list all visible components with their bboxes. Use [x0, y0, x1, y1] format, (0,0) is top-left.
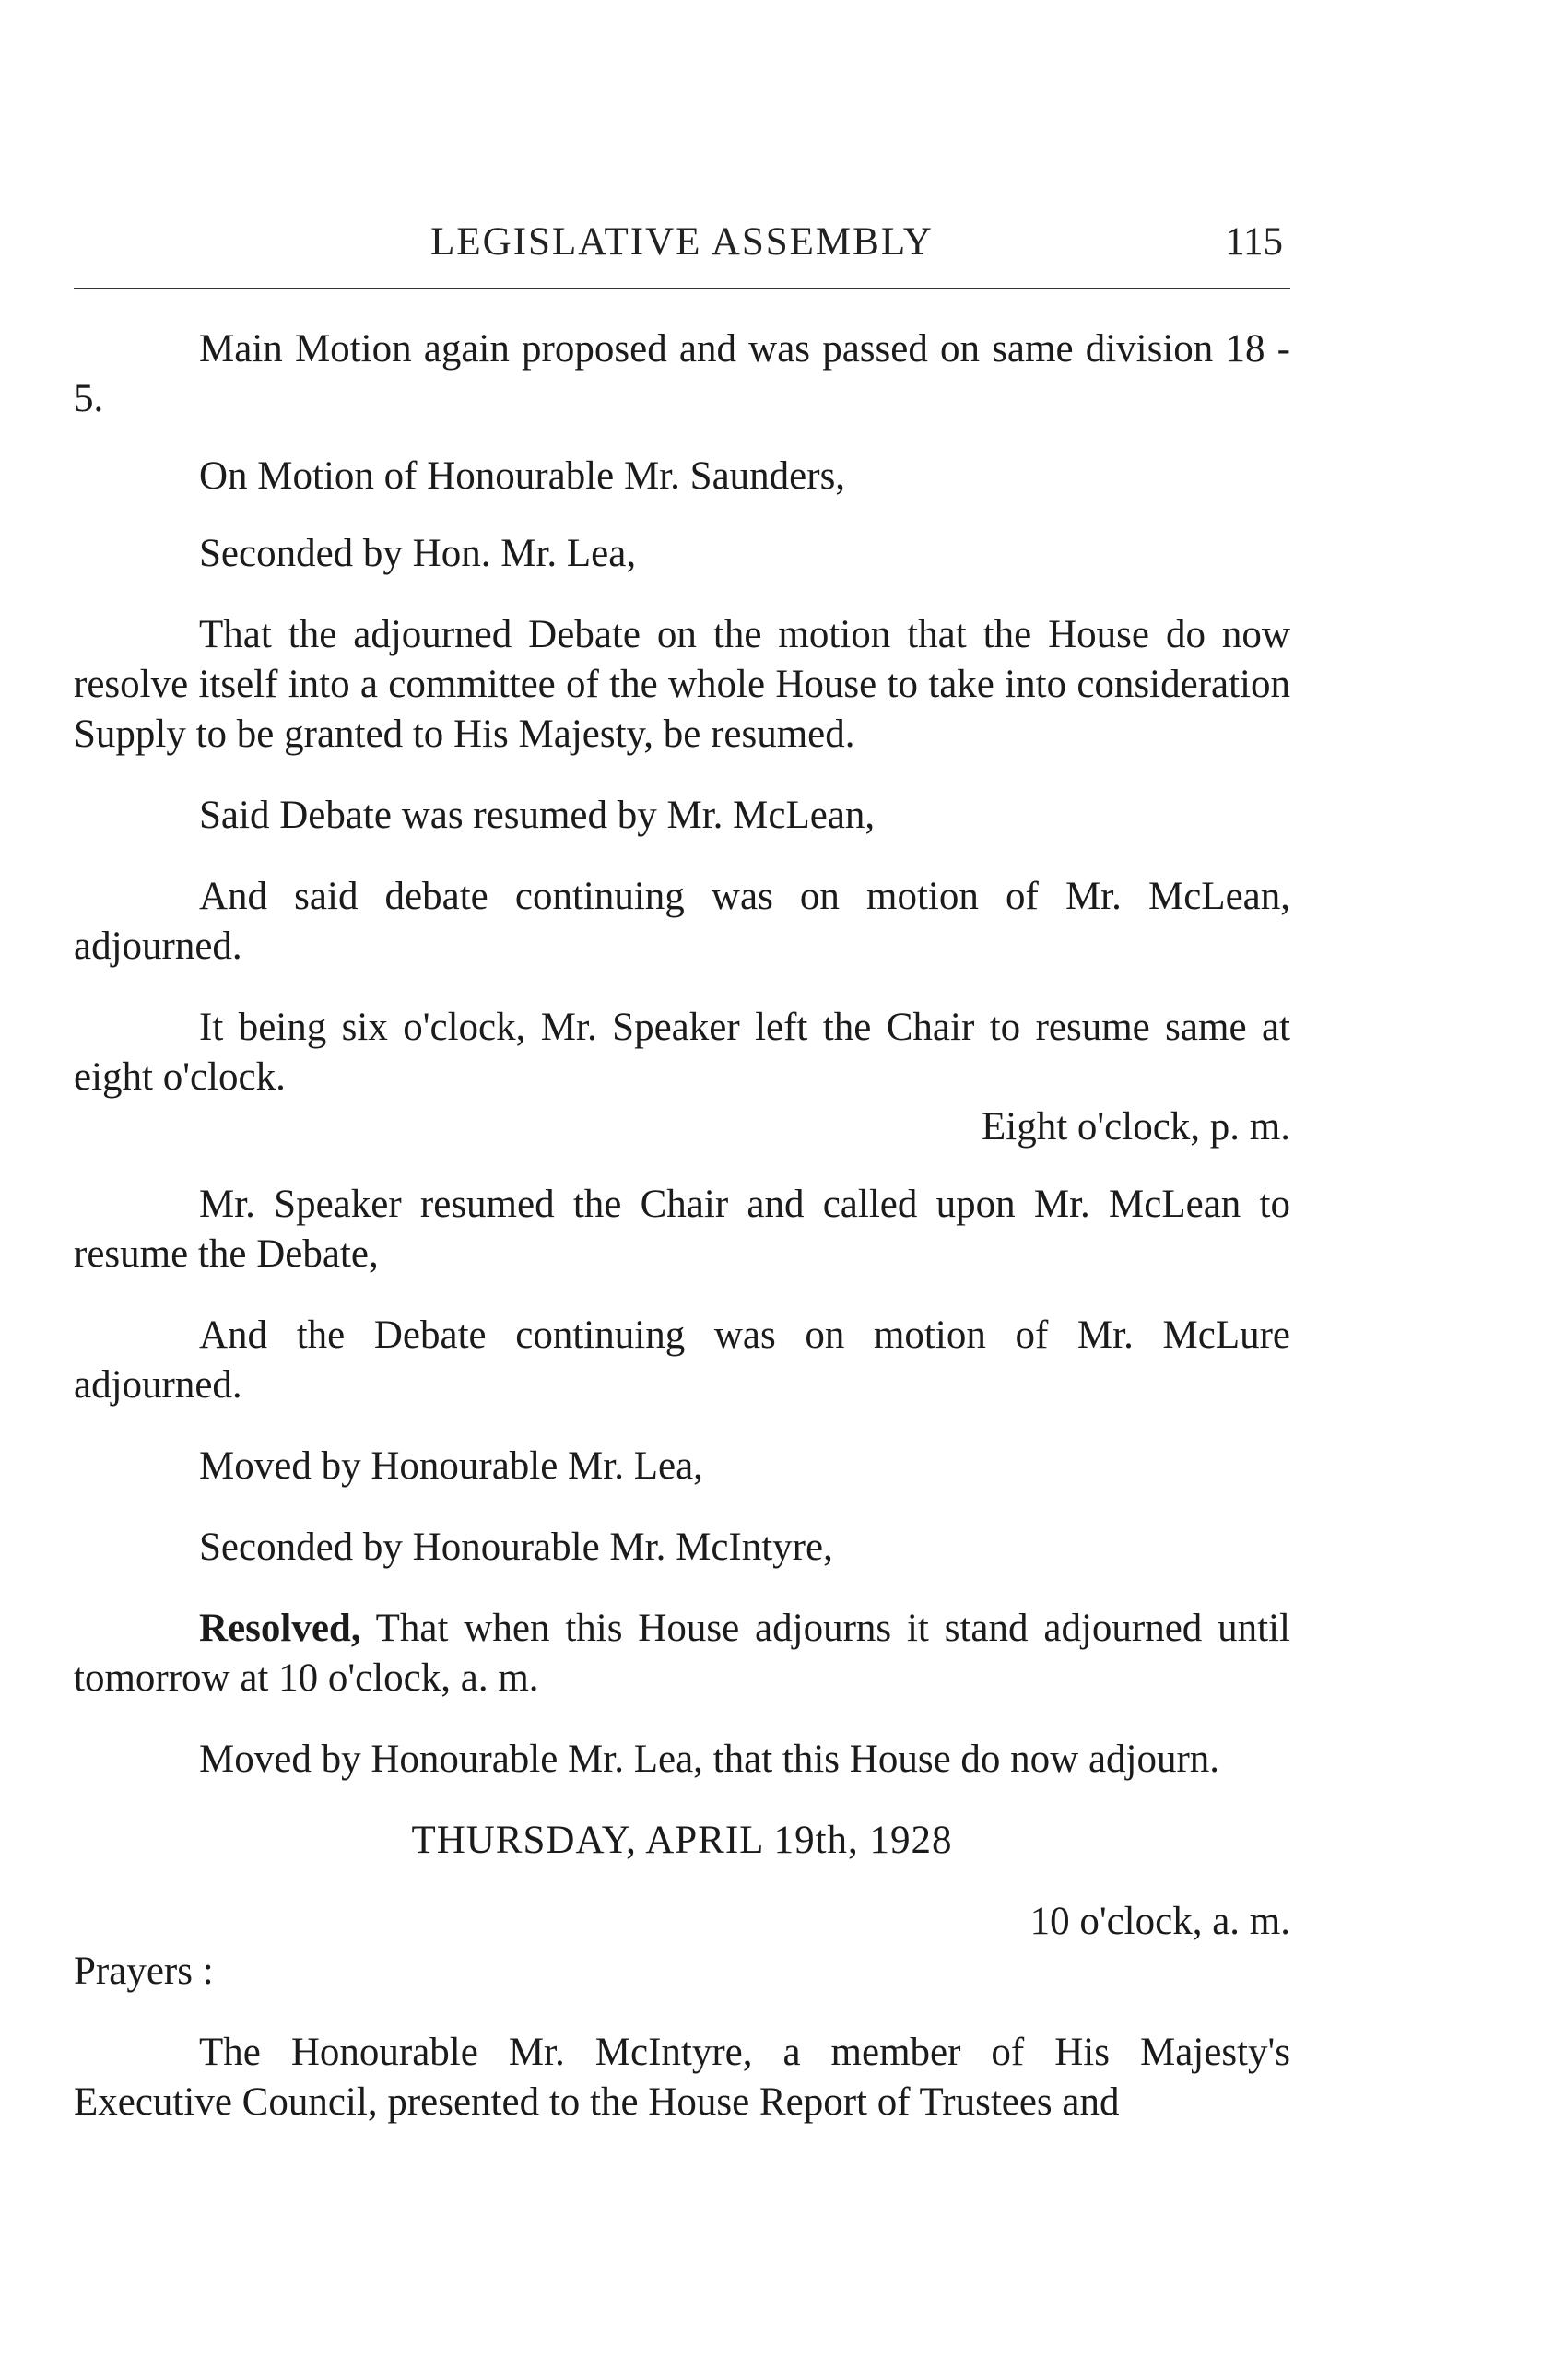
- paragraph-speaker-resumed: Mr. Speaker resumed the Chair and called upon Mr. McLean to resume the Debate,: [74, 1183, 1290, 1276]
- paragraph-prayers: Prayers :: [74, 1950, 214, 1993]
- paragraph-moved-adjourn: Moved by Honourable Mr. Lea, that this House do now adjourn.: [199, 1738, 1220, 1781]
- paragraph-seconder: Seconded by Hon. Mr. Lea,: [199, 532, 637, 575]
- time-ten-oclock: 10 o'clock, a. m.: [1029, 1900, 1290, 1943]
- paragraph-seconded-by: Seconded by Honourable Mr. McIntyre,: [199, 1526, 833, 1569]
- running-head: LEGISLATIVE ASSEMBLY: [430, 220, 934, 264]
- paragraph-six-oclock: It being six o'clock, Mr. Speaker left the Chair to resume same at eight o'clock.: [74, 1006, 1290, 1099]
- paragraph-moved-by: Moved by Honourable Mr. Lea,: [199, 1444, 703, 1488]
- header-rule: [74, 288, 1290, 289]
- body-text: [74, 324, 1290, 2127]
- paragraph-main-motion: Main Motion again proposed and was passed on same division 18 - 5.: [74, 327, 1290, 420]
- time-eight-oclock: Eight o'clock, p. m.: [982, 1105, 1290, 1149]
- paragraph-adjourned-debate: That the adjourned Debate on the motion that the House do now resolve itself into a committee of the whole House to take into consideration Supply to be granted to His Majesty, be resumed.: [74, 613, 1290, 756]
- paragraph-report-presented: The Honourable Mr. McIntyre, a member of His Majesty's Executive Council, presented to the House Report of Trustees and: [74, 2031, 1290, 2124]
- paragraph-debate-adjourned: And said debate continuing was on motion of Mr. McLean, adjourned.: [74, 875, 1290, 968]
- paragraph-resolved: [74, 1604, 1290, 1703]
- paragraph-debate-resumed: Said Debate was resumed by Mr. McLean,: [199, 794, 876, 837]
- paragraph-motion-mover: On Motion of Honourable Mr. Saunders,: [199, 454, 846, 498]
- date-heading: THURSDAY, APRIL 19th, 1928: [411, 1819, 953, 1862]
- page-number: 115: [1225, 220, 1283, 264]
- page-header: [74, 219, 1290, 275]
- resolved-label: Resolved,: [199, 1607, 361, 1650]
- resolved-text: That when this House adjourns it stand adjourned until tomorrow at 10 o'clock, a. m.: [74, 1607, 1290, 1700]
- paragraph-debate-continuing: And the Debate continuing was on motion of Mr. McLure adjourned.: [74, 1314, 1290, 1407]
